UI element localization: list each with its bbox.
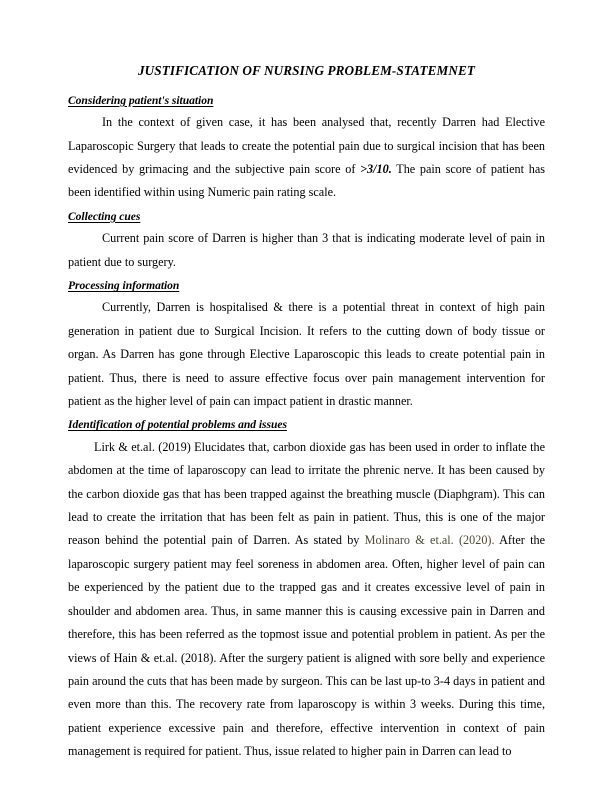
paragraph-text-part-2: The pain score of patient has been identified within using Numeric pain rating scale. [68, 162, 545, 200]
citation-molinaro: Molinaro & et.al. (2020). [364, 533, 495, 548]
paragraph-considering-patient-situation [68, 111, 545, 205]
pain-score-emphasis: >3/10. [360, 162, 392, 177]
section-heading-identification-of-potential-problems: Identification of potential problems and issues [68, 418, 287, 432]
section-heading-considering-patient-situation: Considering patient's situation [68, 93, 214, 107]
paragraph-collecting-cues: Current pain score of Darren is higher than 3 that is indicating moderate level of pain in patient due to surgery. [68, 231, 545, 269]
page-title: JUSTIFICATION OF NURSING PROBLEM-STATEMNET [137, 63, 475, 78]
section-heading-collecting-cues: Collecting cues [68, 209, 141, 223]
paragraph-processing-information: Currently, Darren is hospitalised & there is a potential threat in context of high pain generation in patient due to Surgical Incision. It refers to the cutting down of body tissue or organ. As Darren has gone through Elective Laparoscopic this leads to create potential pain in patient. Thus, there is need to assure effective focus over pain management intervention for patient as the higher level of pain can impact patient in drastic manner. [68, 300, 545, 409]
document-body [68, 62, 545, 765]
section-heading-processing-information: Processing information [68, 279, 180, 293]
paragraph-text-part-1: In the context of given case, it has been analysed that, recently Darren had Elective Laparoscopic Surgery that leads to create the potential pain due to surgical incision that has been evidenced by grimacing and the subjective pain score of [68, 115, 545, 177]
paragraph-text-remainder: After the laparoscopic surgery patient may feel soreness in abdomen area. Often, higher level of pain can be experienced by the patient due to the trapped gas and it creates excessive level of pain in shoulder and abdomen area. Thus, in same manner this is causing excessive pain in Darren and therefore, this has been referred as the topmost issue and potential problem in patient. As per the views of Hain & et.al. (2018). After the surgery patient is aligned with sore belly and experience pain around the cuts that has been made by surgeon. This can be last up-to 3-4 days in patient and even more than this. The recovery rate from laparoscopy is within 3 weeks. During this time, patient experience excessive pain and therefore, effective intervention in context of pain management is required for patient. Thus, issue related to higher pain in Darren can lead to [68, 533, 545, 759]
paragraph-identification-of-potential-problems [68, 436, 545, 764]
paragraph-text-lirk-citation-block: Lirk & et.al. (2019) Elucidates that, carbon dioxide gas has been used in order to inflate the abdomen at the time of laparoscopy can lead to irritate the phrenic nerve. It has been caused by the carbon dioxide gas that has been trapped against the breathing muscle (Diaphgram). This can lead to create the irritation that has been felt as pain in patient. Thus, this is one of the major reason behind the potential pain of Darren. As stated by [68, 439, 545, 548]
